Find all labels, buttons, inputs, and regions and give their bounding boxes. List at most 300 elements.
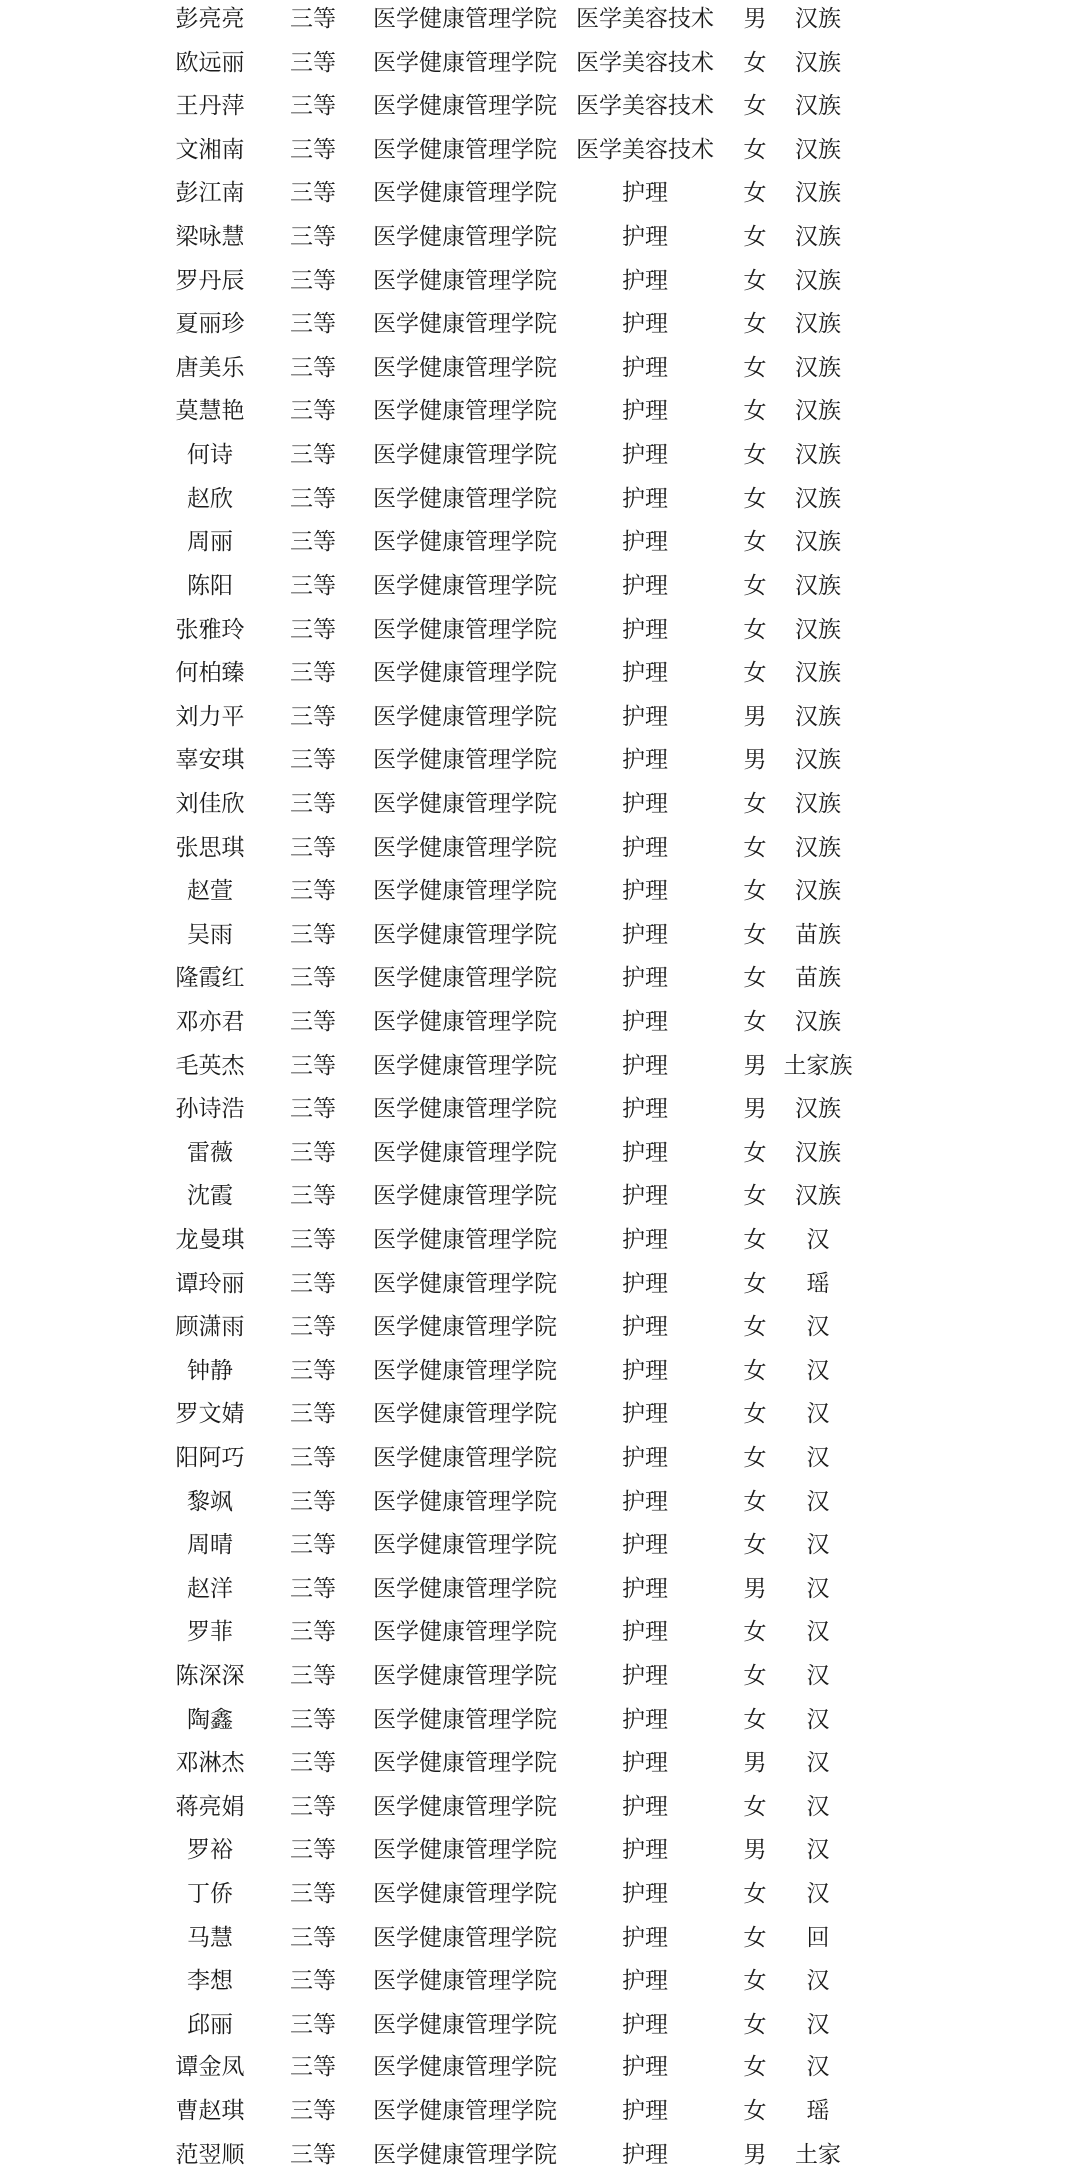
table-row <box>0 128 1080 172</box>
award-level: 三等 <box>290 922 336 948</box>
student-name: 丁侨 <box>187 1881 233 1907</box>
major-name: 护理 <box>622 1314 668 1340</box>
table-row <box>0 1087 1080 1131</box>
gender: 女 <box>743 1445 767 1471</box>
table-row <box>0 1916 1080 1960</box>
ethnicity: 汉 <box>806 1401 830 1427</box>
gender: 男 <box>743 1053 767 1079</box>
college-name: 医学健康管理学院 <box>373 747 557 773</box>
award-level: 三等 <box>290 6 336 32</box>
gender: 女 <box>743 50 767 76</box>
college-name: 医学健康管理学院 <box>373 1358 557 1384</box>
table-row <box>0 41 1080 85</box>
student-name: 莫慧艳 <box>175 398 245 424</box>
major-name: 护理 <box>622 268 668 294</box>
ethnicity: 汉族 <box>795 617 841 643</box>
ethnicity: 汉族 <box>795 137 841 163</box>
ethnicity: 苗族 <box>795 922 841 948</box>
student-name: 谭金凤 <box>175 2054 245 2080</box>
college-name: 医学健康管理学院 <box>373 1881 557 1907</box>
student-name: 赵萱 <box>187 878 233 904</box>
student-name: 邓亦君 <box>175 1009 245 1035</box>
table-row <box>0 1959 1080 2003</box>
gender: 女 <box>743 1358 767 1384</box>
student-name: 刘佳欣 <box>175 791 245 817</box>
gender: 男 <box>743 1837 767 1863</box>
major-name: 护理 <box>622 573 668 599</box>
major-name: 医学美容技术 <box>576 137 714 163</box>
award-level: 三等 <box>290 835 336 861</box>
college-name: 医学健康管理学院 <box>373 1096 557 1122</box>
table-row <box>0 2003 1080 2047</box>
student-name: 罗丹辰 <box>175 268 245 294</box>
student-name: 邱丽 <box>187 2012 233 2038</box>
major-name: 护理 <box>622 1881 668 1907</box>
table-row <box>0 520 1080 564</box>
ethnicity: 汉族 <box>795 442 841 468</box>
ethnicity: 回 <box>806 1925 830 1951</box>
ethnicity: 汉 <box>806 1663 830 1689</box>
table-row <box>0 215 1080 259</box>
college-name: 医学健康管理学院 <box>373 1925 557 1951</box>
table-row <box>0 477 1080 521</box>
college-name: 医学健康管理学院 <box>373 311 557 337</box>
award-level: 三等 <box>290 2054 336 2080</box>
college-name: 医学健康管理学院 <box>373 922 557 948</box>
ethnicity: 汉族 <box>795 791 841 817</box>
college-name: 医学健康管理学院 <box>373 2012 557 2038</box>
table-row <box>0 389 1080 433</box>
college-name: 医学健康管理学院 <box>373 1227 557 1253</box>
award-level: 三等 <box>290 2098 336 2124</box>
ethnicity: 瑶 <box>806 1271 830 1297</box>
award-level: 三等 <box>290 486 336 512</box>
ethnicity: 土家族 <box>783 1053 853 1079</box>
ethnicity: 汉 <box>806 1968 830 1994</box>
award-level: 三等 <box>290 573 336 599</box>
gender: 女 <box>743 1227 767 1253</box>
award-level: 三等 <box>290 137 336 163</box>
college-name: 医学健康管理学院 <box>373 6 557 32</box>
award-level: 三等 <box>290 1183 336 1209</box>
student-name: 顾潇雨 <box>175 1314 245 1340</box>
gender: 女 <box>743 1968 767 1994</box>
table-row <box>0 1436 1080 1480</box>
major-name: 护理 <box>622 1663 668 1689</box>
college-name: 医学健康管理学院 <box>373 1968 557 1994</box>
major-name: 护理 <box>622 529 668 555</box>
gender: 女 <box>743 1707 767 1733</box>
college-name: 医学健康管理学院 <box>373 1140 557 1166</box>
table-row <box>0 259 1080 303</box>
table-row <box>0 1610 1080 1654</box>
major-name: 护理 <box>622 1576 668 1602</box>
award-level: 三等 <box>290 660 336 686</box>
ethnicity: 汉 <box>806 1532 830 1558</box>
student-name: 龙曼琪 <box>175 1227 245 1253</box>
college-name: 医学健康管理学院 <box>373 1750 557 1776</box>
student-name: 曹赵琪 <box>175 2098 245 2124</box>
student-name: 彭亮亮 <box>175 6 245 32</box>
major-name: 护理 <box>622 1968 668 1994</box>
table-row <box>0 651 1080 695</box>
award-level: 三等 <box>290 398 336 424</box>
major-name: 护理 <box>622 2012 668 2038</box>
table-row <box>0 1523 1080 1567</box>
major-name: 护理 <box>622 1227 668 1253</box>
major-name: 护理 <box>622 486 668 512</box>
award-level: 三等 <box>290 1053 336 1079</box>
ethnicity: 汉 <box>806 1445 830 1471</box>
award-level: 三等 <box>290 1619 336 1645</box>
ethnicity: 汉族 <box>795 1096 841 1122</box>
ethnicity: 汉族 <box>795 704 841 730</box>
award-level: 三等 <box>290 1663 336 1689</box>
gender: 女 <box>743 529 767 555</box>
ethnicity: 汉 <box>806 1227 830 1253</box>
award-level: 三等 <box>290 1489 336 1515</box>
award-level: 三等 <box>290 1532 336 1558</box>
major-name: 医学美容技术 <box>576 50 714 76</box>
table-row <box>0 1174 1080 1218</box>
major-name: 护理 <box>622 878 668 904</box>
award-level: 三等 <box>290 2142 336 2168</box>
college-name: 医学健康管理学院 <box>373 442 557 468</box>
ethnicity: 汉族 <box>795 311 841 337</box>
gender: 女 <box>743 835 767 861</box>
college-name: 医学健康管理学院 <box>373 573 557 599</box>
gender: 女 <box>743 486 767 512</box>
major-name: 护理 <box>622 1532 668 1558</box>
college-name: 医学健康管理学院 <box>373 1794 557 1820</box>
table-row <box>0 0 1080 41</box>
table-row <box>0 1044 1080 1088</box>
award-level: 三等 <box>290 1227 336 1253</box>
student-name: 彭江南 <box>175 180 245 206</box>
college-name: 医学健康管理学院 <box>373 1489 557 1515</box>
major-name: 护理 <box>622 965 668 991</box>
table-row <box>0 346 1080 390</box>
ethnicity: 汉族 <box>795 835 841 861</box>
table-row <box>0 302 1080 346</box>
student-name: 罗菲 <box>187 1619 233 1645</box>
college-name: 医学健康管理学院 <box>373 1663 557 1689</box>
gender: 女 <box>743 93 767 119</box>
table-row <box>0 1480 1080 1524</box>
ethnicity: 汉族 <box>795 6 841 32</box>
major-name: 护理 <box>622 1794 668 1820</box>
student-name: 罗裕 <box>187 1837 233 1863</box>
major-name: 护理 <box>622 2142 668 2168</box>
table-row <box>0 869 1080 913</box>
college-name: 医学健康管理学院 <box>373 1314 557 1340</box>
gender: 女 <box>743 180 767 206</box>
college-name: 医学健康管理学院 <box>373 617 557 643</box>
gender: 女 <box>743 660 767 686</box>
table-row <box>0 738 1080 782</box>
ethnicity: 汉族 <box>795 268 841 294</box>
college-name: 医学健康管理学院 <box>373 1837 557 1863</box>
ethnicity: 汉族 <box>795 224 841 250</box>
ethnicity: 汉族 <box>795 573 841 599</box>
award-level: 三等 <box>290 180 336 206</box>
table-row <box>0 1698 1080 1742</box>
table-row <box>0 695 1080 739</box>
student-name: 夏丽珍 <box>175 311 245 337</box>
gender: 女 <box>743 2054 767 2080</box>
college-name: 医学健康管理学院 <box>373 137 557 163</box>
student-name: 唐美乐 <box>175 355 245 381</box>
major-name: 护理 <box>622 704 668 730</box>
award-level: 三等 <box>290 704 336 730</box>
table-row <box>0 2045 1080 2089</box>
college-name: 医学健康管理学院 <box>373 1009 557 1035</box>
award-level: 三等 <box>290 2012 336 2038</box>
ethnicity: 汉族 <box>795 398 841 424</box>
college-name: 医学健康管理学院 <box>373 835 557 861</box>
college-name: 医学健康管理学院 <box>373 1619 557 1645</box>
table-row <box>0 608 1080 652</box>
ethnicity: 汉族 <box>795 93 841 119</box>
table-row <box>0 1349 1080 1393</box>
college-name: 医学健康管理学院 <box>373 2098 557 2124</box>
gender: 女 <box>743 1009 767 1035</box>
college-name: 医学健康管理学院 <box>373 529 557 555</box>
student-name: 周晴 <box>187 1532 233 1558</box>
college-name: 医学健康管理学院 <box>373 93 557 119</box>
student-name: 何诗 <box>187 442 233 468</box>
college-name: 医学健康管理学院 <box>373 2054 557 2080</box>
student-name: 赵洋 <box>187 1576 233 1602</box>
gender: 女 <box>743 224 767 250</box>
major-name: 护理 <box>622 398 668 424</box>
college-name: 医学健康管理学院 <box>373 1053 557 1079</box>
award-level: 三等 <box>290 1096 336 1122</box>
major-name: 护理 <box>622 1053 668 1079</box>
student-name: 马慧 <box>187 1925 233 1951</box>
award-level: 三等 <box>290 1837 336 1863</box>
table-row <box>0 1000 1080 1044</box>
student-name: 王丹萍 <box>175 93 245 119</box>
award-level: 三等 <box>290 1750 336 1776</box>
gender: 男 <box>743 6 767 32</box>
award-level: 三等 <box>290 1401 336 1427</box>
gender: 女 <box>743 617 767 643</box>
gender: 女 <box>743 355 767 381</box>
student-name: 欧远丽 <box>175 50 245 76</box>
college-name: 医学健康管理学院 <box>373 486 557 512</box>
college-name: 医学健康管理学院 <box>373 791 557 817</box>
college-name: 医学健康管理学院 <box>373 268 557 294</box>
student-name: 孙诗浩 <box>175 1096 245 1122</box>
ethnicity: 汉 <box>806 1794 830 1820</box>
college-name: 医学健康管理学院 <box>373 1183 557 1209</box>
major-name: 护理 <box>622 311 668 337</box>
table-row <box>0 2089 1080 2133</box>
major-name: 护理 <box>622 180 668 206</box>
ethnicity: 汉族 <box>795 1009 841 1035</box>
ethnicity: 土家 <box>795 2142 841 2168</box>
student-name: 周丽 <box>187 529 233 555</box>
major-name: 护理 <box>622 1707 668 1733</box>
award-level: 三等 <box>290 93 336 119</box>
major-name: 护理 <box>622 1401 668 1427</box>
major-name: 护理 <box>622 1619 668 1645</box>
table-row <box>0 1654 1080 1698</box>
table-row <box>0 1872 1080 1916</box>
ethnicity: 汉族 <box>795 355 841 381</box>
table-row <box>0 2133 1080 2177</box>
gender: 女 <box>743 1401 767 1427</box>
student-name: 李想 <box>187 1968 233 1994</box>
ethnicity: 汉族 <box>795 660 841 686</box>
award-level: 三等 <box>290 442 336 468</box>
ethnicity: 瑶 <box>806 2098 830 2124</box>
gender: 男 <box>743 704 767 730</box>
ethnicity: 汉 <box>806 2054 830 2080</box>
gender: 女 <box>743 1794 767 1820</box>
table-row <box>0 1785 1080 1829</box>
gender: 女 <box>743 1271 767 1297</box>
award-level: 三等 <box>290 311 336 337</box>
gender: 男 <box>743 1576 767 1602</box>
college-name: 医学健康管理学院 <box>373 50 557 76</box>
table-row <box>0 1131 1080 1175</box>
ethnicity: 汉 <box>806 1750 830 1776</box>
student-name: 罗文婧 <box>175 1401 245 1427</box>
award-level: 三等 <box>290 878 336 904</box>
major-name: 护理 <box>622 1096 668 1122</box>
college-name: 医学健康管理学院 <box>373 660 557 686</box>
table-row <box>0 1567 1080 1611</box>
table-row <box>0 1828 1080 1872</box>
award-level: 三等 <box>290 747 336 773</box>
major-name: 护理 <box>622 660 668 686</box>
major-name: 护理 <box>622 1183 668 1209</box>
award-level: 三等 <box>290 791 336 817</box>
ethnicity: 汉族 <box>795 878 841 904</box>
table-row <box>0 1741 1080 1785</box>
college-name: 医学健康管理学院 <box>373 1707 557 1733</box>
ethnicity: 汉族 <box>795 50 841 76</box>
gender: 女 <box>743 573 767 599</box>
student-name: 钟静 <box>187 1358 233 1384</box>
award-level: 三等 <box>290 965 336 991</box>
table-row <box>0 826 1080 870</box>
gender: 女 <box>743 922 767 948</box>
award-level: 三等 <box>290 529 336 555</box>
gender: 女 <box>743 878 767 904</box>
gender: 女 <box>743 1881 767 1907</box>
major-name: 护理 <box>622 1009 668 1035</box>
major-name: 护理 <box>622 922 668 948</box>
award-level: 三等 <box>290 1271 336 1297</box>
student-name: 张思琪 <box>175 835 245 861</box>
award-level: 三等 <box>290 1881 336 1907</box>
student-name: 何柏臻 <box>175 660 245 686</box>
award-level: 三等 <box>290 355 336 381</box>
gender: 女 <box>743 1532 767 1558</box>
major-name: 护理 <box>622 1925 668 1951</box>
table-row <box>0 1262 1080 1306</box>
award-level: 三等 <box>290 1445 336 1471</box>
gender: 女 <box>743 1314 767 1340</box>
gender: 男 <box>743 2142 767 2168</box>
ethnicity: 汉族 <box>795 1140 841 1166</box>
ethnicity: 汉 <box>806 1489 830 1515</box>
ethnicity: 汉 <box>806 1619 830 1645</box>
table-row <box>0 913 1080 957</box>
gender: 女 <box>743 1619 767 1645</box>
table-row <box>0 1218 1080 1262</box>
student-name: 毛英杰 <box>175 1053 245 1079</box>
award-level: 三等 <box>290 268 336 294</box>
student-name: 刘力平 <box>175 704 245 730</box>
gender: 女 <box>743 791 767 817</box>
ethnicity: 汉 <box>806 1358 830 1384</box>
student-name: 蒋亮娟 <box>175 1794 245 1820</box>
student-name: 辜安琪 <box>175 747 245 773</box>
major-name: 护理 <box>622 1489 668 1515</box>
gender: 女 <box>743 1489 767 1515</box>
gender: 女 <box>743 1183 767 1209</box>
table-row <box>0 171 1080 215</box>
major-name: 护理 <box>622 1271 668 1297</box>
college-name: 医学健康管理学院 <box>373 1271 557 1297</box>
gender: 女 <box>743 1140 767 1166</box>
award-level: 三等 <box>290 1009 336 1035</box>
gender: 男 <box>743 1096 767 1122</box>
college-name: 医学健康管理学院 <box>373 1445 557 1471</box>
student-name: 张雅玲 <box>175 617 245 643</box>
table-row <box>0 84 1080 128</box>
student-name: 隆霞红 <box>175 965 245 991</box>
gender: 女 <box>743 965 767 991</box>
gender: 男 <box>743 747 767 773</box>
ethnicity: 汉族 <box>795 529 841 555</box>
major-name: 护理 <box>622 1750 668 1776</box>
award-level: 三等 <box>290 50 336 76</box>
award-level: 三等 <box>290 1794 336 1820</box>
student-name: 吴雨 <box>187 922 233 948</box>
award-level: 三等 <box>290 617 336 643</box>
award-level: 三等 <box>290 1925 336 1951</box>
student-name: 赵欣 <box>187 486 233 512</box>
major-name: 医学美容技术 <box>576 93 714 119</box>
award-level: 三等 <box>290 1707 336 1733</box>
student-name: 阳阿巧 <box>175 1445 245 1471</box>
table-row <box>0 1305 1080 1349</box>
college-name: 医学健康管理学院 <box>373 2142 557 2168</box>
major-name: 护理 <box>622 2098 668 2124</box>
gender: 女 <box>743 398 767 424</box>
ethnicity: 汉 <box>806 1881 830 1907</box>
award-level: 三等 <box>290 1140 336 1166</box>
major-name: 医学美容技术 <box>576 6 714 32</box>
major-name: 护理 <box>622 442 668 468</box>
major-name: 护理 <box>622 835 668 861</box>
student-name: 陶鑫 <box>187 1707 233 1733</box>
ethnicity: 汉 <box>806 1576 830 1602</box>
student-name: 梁咏慧 <box>175 224 245 250</box>
ethnicity: 汉 <box>806 2012 830 2038</box>
ethnicity: 汉族 <box>795 747 841 773</box>
award-level: 三等 <box>290 224 336 250</box>
student-name: 雷薇 <box>187 1140 233 1166</box>
table-row <box>0 564 1080 608</box>
student-name: 陈深深 <box>175 1663 245 1689</box>
major-name: 护理 <box>622 1837 668 1863</box>
